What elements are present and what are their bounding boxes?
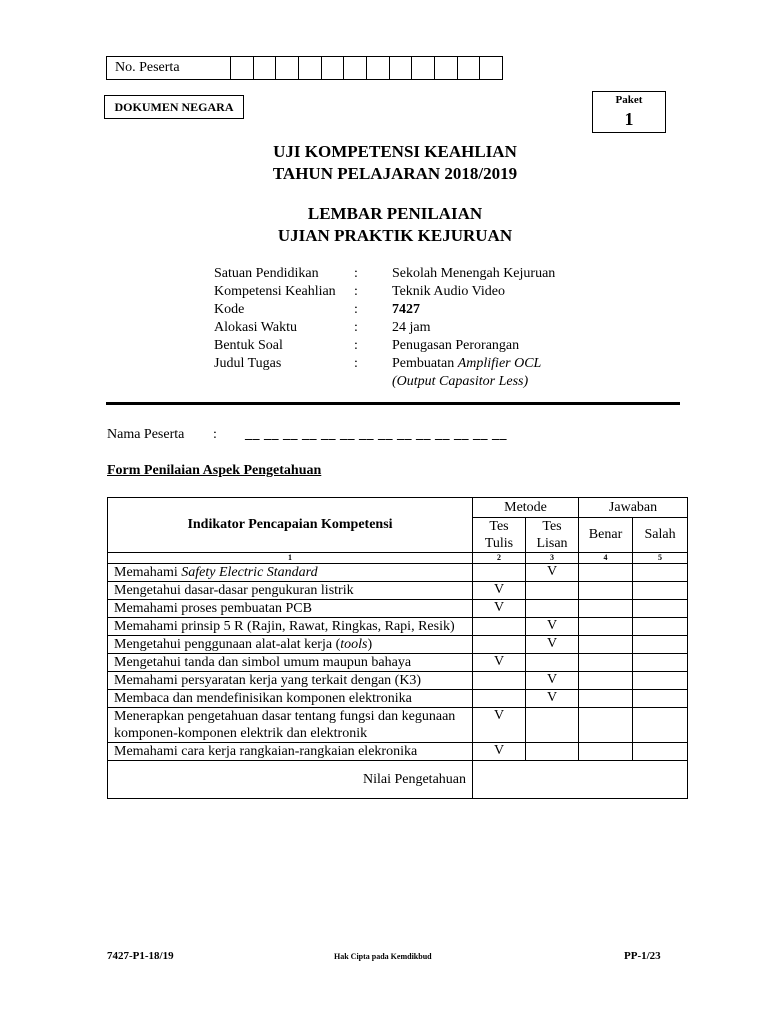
- info-value-prefix: Pembuatan: [392, 356, 458, 371]
- tes-tulis-mark: [473, 690, 526, 708]
- table-row: [108, 564, 688, 582]
- tes-lisan-mark: V: [526, 564, 579, 582]
- tes-lisan-mark: V: [526, 672, 579, 690]
- no-peserta-cell: [412, 57, 435, 79]
- table-row: [108, 708, 688, 743]
- indikator-cell: [108, 708, 473, 743]
- column-number-row: [108, 553, 688, 564]
- benar-cell[interactable]: [579, 690, 633, 708]
- table-row: [108, 600, 688, 618]
- salah-cell[interactable]: [633, 708, 688, 743]
- info-value: 24 jam: [392, 320, 431, 335]
- no-peserta-cell: [276, 57, 299, 79]
- tes-lisan-mark: V: [526, 618, 579, 636]
- info-value: 7427: [392, 302, 420, 317]
- column-number: 1: [108, 553, 473, 564]
- dokumen-negara-label: DOKUMEN NEGARA: [104, 95, 244, 119]
- indikator-cell: [108, 582, 473, 600]
- column-number: 3: [526, 553, 579, 564]
- indikator-cell: [108, 690, 473, 708]
- benar-cell[interactable]: [579, 636, 633, 654]
- salah-cell[interactable]: [633, 690, 688, 708]
- nilai-value-cell[interactable]: [473, 761, 688, 799]
- tes-lisan-mark: V: [526, 636, 579, 654]
- nilai-row: [108, 761, 688, 799]
- table-row: [108, 690, 688, 708]
- footer-copyright: Hak Cipta pada Kemdikbud: [334, 952, 432, 961]
- info-value: Teknik Audio Video: [392, 284, 506, 299]
- title-line-2: TAHUN PELAJARAN 2018/2019: [272, 164, 518, 183]
- indikator-cell: [108, 636, 473, 654]
- info-colon: :: [354, 356, 358, 371]
- info-key: Bentuk Soal: [214, 338, 283, 353]
- column-number: 5: [633, 553, 688, 564]
- header-jawaban: Jawaban: [579, 498, 688, 518]
- no-peserta-cell: [344, 57, 367, 79]
- info-colon: :: [354, 320, 358, 335]
- title-line-4: UJIAN PRAKTIK KEJURUAN: [277, 226, 513, 245]
- indikator-text: Menerapkan pengetahuan dasar tentang fungsi dan kegunaan komponen-komponen elektrik dan elektronik: [114, 709, 456, 741]
- tes-lisan-mark: [526, 582, 579, 600]
- paket-label: Paket: [615, 94, 643, 106]
- info-row: [214, 319, 652, 337]
- benar-cell[interactable]: [579, 600, 633, 618]
- info-colon: :: [354, 338, 358, 353]
- no-peserta-cell: [299, 57, 322, 79]
- nilai-label: Nilai Pengetahuan: [108, 761, 473, 799]
- tes-lisan-mark: [526, 600, 579, 618]
- indikator-text-italic: Safety Electric Standard: [181, 565, 318, 580]
- tes-tulis-mark: V: [473, 600, 526, 618]
- indikator-text: Mengetahui dasar-dasar pengukuran listrik: [114, 583, 354, 598]
- info-key: Kompetensi Keahlian: [214, 284, 336, 299]
- no-peserta-cell: [435, 57, 458, 79]
- info-value: Sekolah Menengah Kejuruan: [392, 266, 556, 281]
- info-key: Alokasi Waktu: [214, 320, 297, 335]
- column-number: 4: [579, 553, 633, 564]
- nama-peserta-blank: __ __ __ __ __ __ __ __ __ __ __ __ __ __: [245, 427, 507, 442]
- info-row: [214, 355, 652, 373]
- paket-box: [592, 91, 666, 133]
- column-number: 2: [473, 553, 526, 564]
- nama-peserta-label: Nama Peserta: [107, 427, 185, 442]
- table-body: [108, 564, 688, 761]
- no-peserta-cell: [367, 57, 390, 79]
- no-peserta-cell: [254, 57, 277, 79]
- benar-cell[interactable]: [579, 654, 633, 672]
- tes-tulis-mark: [473, 636, 526, 654]
- salah-cell[interactable]: [633, 564, 688, 582]
- assessment-table: [107, 497, 688, 799]
- salah-cell[interactable]: [633, 654, 688, 672]
- header-tes-lisan: Tes Lisan: [526, 518, 579, 553]
- indikator-text: Memahami: [114, 565, 182, 580]
- info-block: [214, 265, 652, 391]
- info-colon: :: [354, 302, 358, 317]
- no-peserta-box: [106, 56, 503, 80]
- salah-cell[interactable]: [633, 636, 688, 654]
- title-line-1: UJI KOMPETENSI KEAHLIAN: [273, 142, 517, 161]
- indikator-text-suffix: ): [367, 637, 373, 652]
- info-colon: :: [354, 284, 358, 299]
- footer-code: 7427-P1-18/19: [107, 950, 174, 962]
- form-title: Form Penilaian Aspek Pengetahuan: [107, 463, 322, 478]
- no-peserta-cell: [480, 57, 502, 79]
- tes-lisan-mark: [526, 743, 579, 761]
- tes-lisan-mark: [526, 654, 579, 672]
- table-row: [108, 743, 688, 761]
- salah-cell[interactable]: [633, 600, 688, 618]
- benar-cell[interactable]: [579, 708, 633, 743]
- info-value: Penugasan Perorangan: [392, 338, 520, 353]
- table-row: [108, 672, 688, 690]
- indikator-cell: [108, 743, 473, 761]
- salah-cell[interactable]: [633, 672, 688, 690]
- header-tes-tulis: Tes Tulis: [473, 518, 526, 553]
- info-row: [214, 265, 652, 283]
- indikator-text: Memahami cara kerja rangkaian-rangkaian elekronika: [114, 744, 418, 759]
- title-line-3: LEMBAR PENILAIAN: [307, 204, 483, 223]
- indikator-cell: [108, 564, 473, 582]
- info-key: Kode: [214, 302, 245, 317]
- table-row: [108, 636, 688, 654]
- indikator-text: Mengetahui tanda dan simbol umum maupun bahaya: [114, 655, 412, 670]
- no-peserta-cell: [322, 57, 345, 79]
- no-peserta-cell: [458, 57, 481, 79]
- benar-cell[interactable]: [579, 618, 633, 636]
- info-row: [214, 283, 652, 301]
- indikator-cell: [108, 654, 473, 672]
- table-row: [108, 654, 688, 672]
- info-value-italic: Amplifier OCL: [457, 356, 542, 371]
- no-peserta-cell: [390, 57, 413, 79]
- info-row: [214, 337, 652, 355]
- benar-cell[interactable]: [579, 672, 633, 690]
- paket-value: 1: [624, 109, 634, 129]
- header-salah: Salah: [633, 518, 688, 553]
- table-row: [108, 618, 688, 636]
- info-row: [214, 301, 652, 319]
- tes-tulis-mark: V: [473, 582, 526, 600]
- nama-peserta-row: [107, 427, 507, 443]
- header-metode: Metode: [473, 498, 579, 518]
- salah-cell[interactable]: [633, 618, 688, 636]
- no-peserta-label: No. Peserta: [107, 57, 231, 79]
- salah-cell[interactable]: [633, 582, 688, 600]
- indikator-text: Memahami prinsip 5 R (Rajin, Rawat, Ringkas, Rapi, Resik): [114, 619, 455, 634]
- indikator-cell: [108, 600, 473, 618]
- tes-tulis-mark: [473, 564, 526, 582]
- tes-lisan-mark: [526, 708, 579, 743]
- tes-tulis-mark: [473, 618, 526, 636]
- info-value: [392, 355, 652, 373]
- header-indikator: Indikator Pencapaian Kompetensi: [108, 498, 473, 553]
- indikator-cell: [108, 672, 473, 690]
- header-row: [108, 498, 688, 518]
- header-benar: Benar: [579, 518, 633, 553]
- info-row: [214, 373, 652, 391]
- indikator-text: Membaca dan mendefinisikan komponen elektronika: [114, 691, 412, 706]
- benar-cell[interactable]: [579, 564, 633, 582]
- tes-tulis-mark: V: [473, 708, 526, 743]
- info-key: Judul Tugas: [214, 356, 282, 371]
- indikator-text: Memahami proses pembuatan PCB: [114, 601, 312, 616]
- tes-tulis-mark: V: [473, 743, 526, 761]
- footer-page: PP-1/23: [624, 950, 661, 962]
- info-value-line2: (Output Capasitor Less): [392, 374, 529, 389]
- benar-cell[interactable]: [579, 582, 633, 600]
- indikator-cell: [108, 618, 473, 636]
- info-colon: :: [354, 266, 358, 281]
- divider: [106, 402, 680, 405]
- tes-lisan-mark: V: [526, 690, 579, 708]
- nama-peserta-colon: :: [213, 427, 217, 442]
- indikator-text: Mengetahui penggunaan alat-alat kerja (: [114, 637, 341, 652]
- info-key: Satuan Pendidikan: [214, 266, 319, 281]
- indikator-text: Memahami persyaratan kerja yang terkait dengan (K3): [114, 673, 422, 688]
- salah-cell[interactable]: [633, 743, 688, 761]
- indikator-text-italic: tools: [340, 637, 368, 652]
- table-row: [108, 582, 688, 600]
- tes-tulis-mark: [473, 672, 526, 690]
- tes-tulis-mark: V: [473, 654, 526, 672]
- benar-cell[interactable]: [579, 743, 633, 761]
- no-peserta-cell: [231, 57, 254, 79]
